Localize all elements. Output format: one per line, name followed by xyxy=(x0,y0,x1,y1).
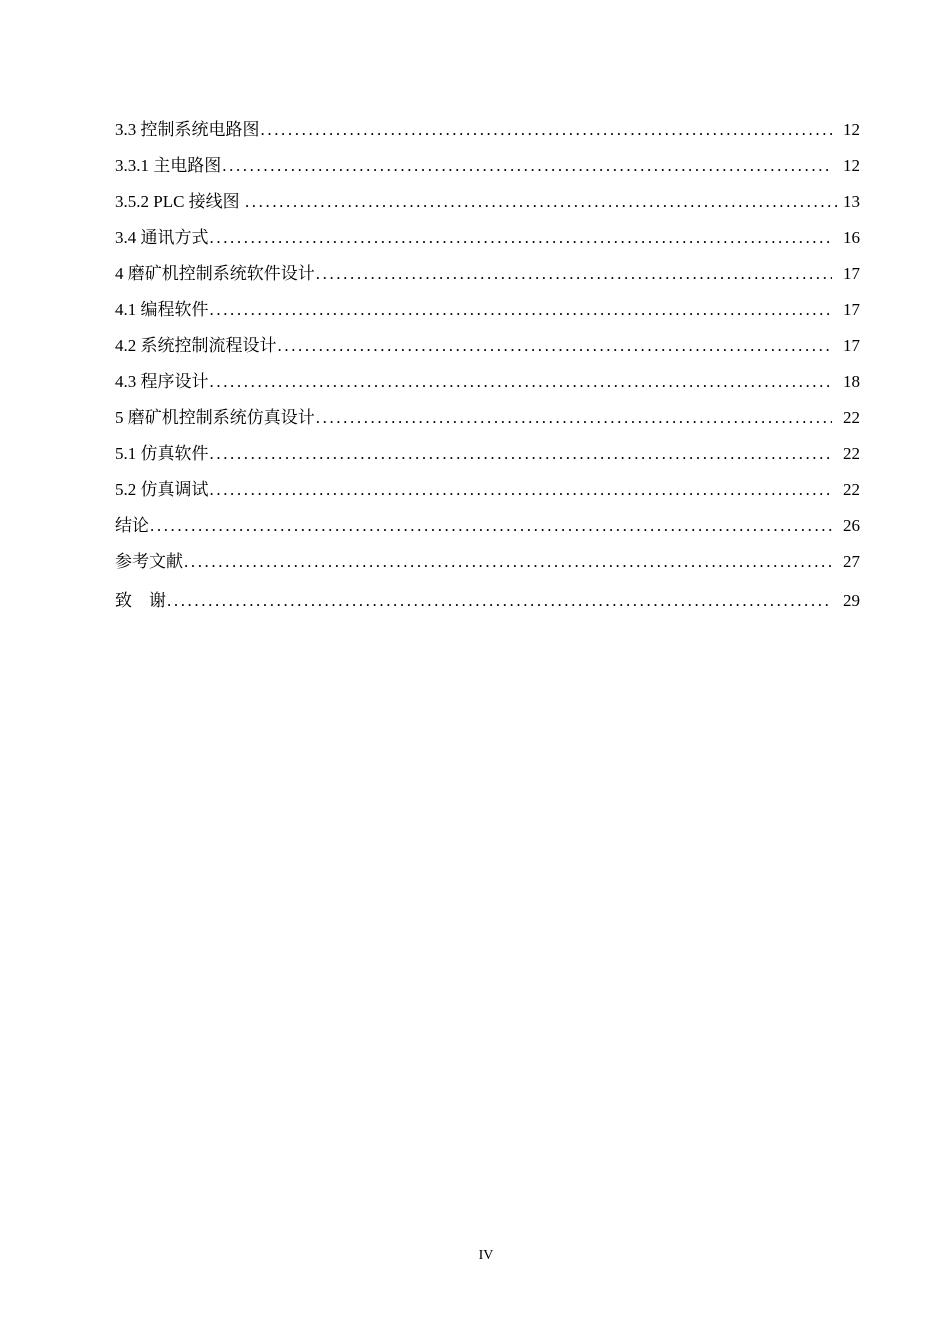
toc-entry-page: 17 xyxy=(843,264,860,283)
toc-dot-leader xyxy=(184,548,832,576)
toc-entry[interactable] xyxy=(115,224,860,260)
toc-entry-title: 3.3 控制系统电路图 xyxy=(115,120,260,139)
toc-entry-title: 5.1 仿真软件 xyxy=(115,444,209,463)
toc-dot-leader xyxy=(210,440,833,468)
toc-entry[interactable] xyxy=(115,260,860,296)
toc-entry-page: 27 xyxy=(843,552,860,571)
toc-dot-leader xyxy=(245,188,838,216)
toc-entry-page: 12 xyxy=(843,120,860,139)
toc-dot-leader xyxy=(316,404,832,432)
toc-entry[interactable] xyxy=(115,404,860,440)
toc-dot-leader xyxy=(167,587,832,615)
toc-entry-title: 3.4 通讯方式 xyxy=(115,228,209,247)
toc-entry-title: 4.2 系统控制流程设计 xyxy=(115,336,277,355)
toc-entry-page: 22 xyxy=(843,480,860,499)
toc-dot-leader xyxy=(210,296,833,324)
toc-entry[interactable] xyxy=(115,587,860,623)
toc-entry[interactable] xyxy=(115,512,860,548)
toc-entry-page: 17 xyxy=(843,336,860,355)
toc-entry-title: 5 磨矿机控制系统仿真设计 xyxy=(115,408,315,427)
toc-dot-leader xyxy=(278,332,833,360)
toc-entry[interactable] xyxy=(115,368,860,404)
toc-dot-leader xyxy=(150,512,832,540)
toc-entry-title: 3.3.1 主电路图 xyxy=(115,156,222,175)
page-number-footer: IV xyxy=(478,1248,494,1263)
toc-dot-leader xyxy=(210,368,833,396)
toc-entry-title: 5.2 仿真调试 xyxy=(115,480,209,499)
toc-dot-leader xyxy=(261,116,833,144)
toc-entry[interactable] xyxy=(115,152,860,188)
toc-entry[interactable] xyxy=(115,440,860,476)
toc-entry-title: 3.5.2 PLC 接线图 xyxy=(115,192,244,211)
toc-entry-page: 13 xyxy=(843,192,860,211)
toc-entry-page: 12 xyxy=(843,156,860,175)
toc-entry-title: 4.3 程序设计 xyxy=(115,372,209,391)
toc-dot-leader xyxy=(222,152,832,180)
toc-entry-page: 18 xyxy=(843,372,860,391)
toc-entry-title: 4.1 编程软件 xyxy=(115,300,209,319)
toc-entry[interactable] xyxy=(115,332,860,368)
toc-entry[interactable] xyxy=(115,548,860,584)
toc-entry-page: 29 xyxy=(843,591,860,610)
toc-entry-title: 结论 xyxy=(115,516,149,535)
toc-dot-leader xyxy=(210,476,833,504)
toc-entry[interactable] xyxy=(115,296,860,332)
toc-entry[interactable] xyxy=(115,116,860,152)
toc-entry[interactable] xyxy=(115,476,860,512)
toc-entry-page: 26 xyxy=(843,516,860,535)
toc-entry-page: 16 xyxy=(843,228,860,247)
toc-entry-page: 22 xyxy=(843,408,860,427)
toc-entry-title: 致 谢 xyxy=(115,591,166,610)
toc-dot-leader xyxy=(210,224,833,252)
toc-entry-title: 参考文献 xyxy=(115,552,183,571)
toc-entry[interactable] xyxy=(115,188,860,224)
toc-entry-page: 22 xyxy=(843,444,860,463)
toc-dot-leader xyxy=(316,260,832,288)
table-of-contents xyxy=(115,116,860,623)
toc-entry-title: 4 磨矿机控制系统软件设计 xyxy=(115,264,315,283)
toc-entry-page: 17 xyxy=(843,300,860,319)
